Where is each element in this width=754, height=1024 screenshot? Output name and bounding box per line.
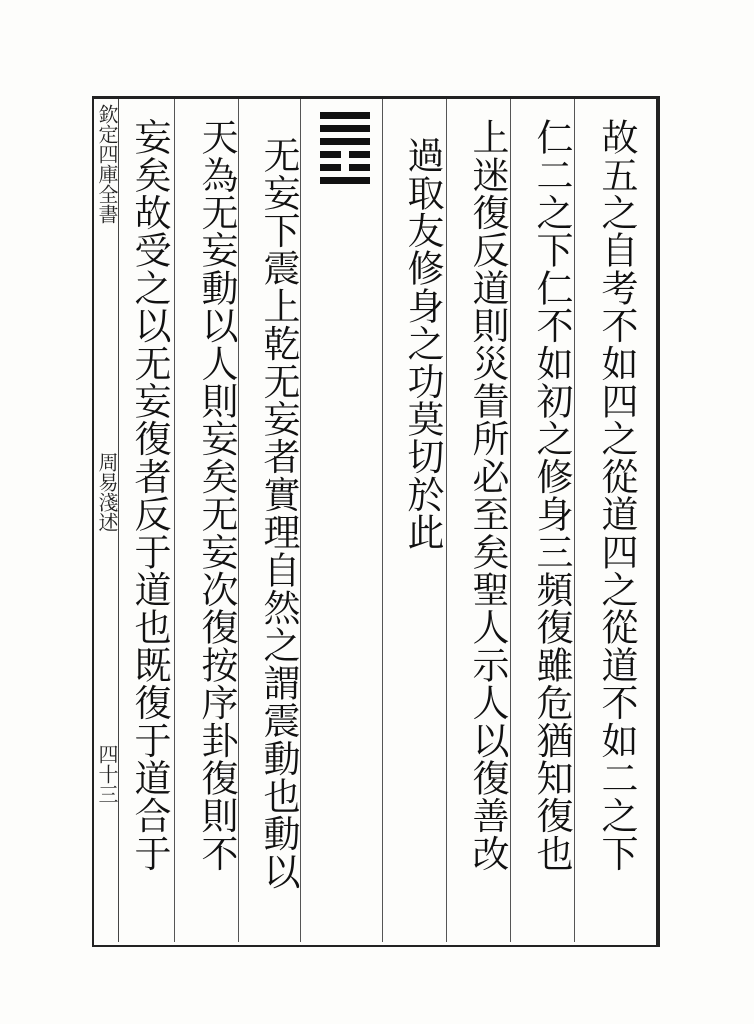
hexagram-line-1 <box>320 112 370 119</box>
hexagram-line-6 <box>320 177 370 184</box>
hexagram-line-5-left <box>320 164 341 171</box>
text-column-8: 妄矣故受之以无妄復者反于道也既復于道合于 <box>128 118 171 872</box>
column-rule <box>446 99 447 942</box>
wuwang-hexagram-icon <box>320 112 370 190</box>
text-column-3: 上迷復反道則災眚所必至矣聖人示人以復善改 <box>466 118 509 872</box>
text-column-4: 過取友修身之功莫切於此 <box>401 136 444 551</box>
text-column-1: 故五之自考不如四之從道四之從道不如二之下 <box>595 118 638 872</box>
hexagram-line-2 <box>320 125 370 132</box>
text-column-2: 仁二之下仁不如初之修身三頻復雖危猶知復也 <box>530 118 573 872</box>
text-column-7: 天為无妄動以人則妄矣无妄次復按序卦復則不 <box>195 118 238 872</box>
hexagram-line-3 <box>320 138 370 145</box>
column-rule <box>382 99 383 942</box>
margin-volume-title: 周易淺述 <box>95 452 119 532</box>
margin-page-number: 四十三 <box>95 744 119 804</box>
margin-book-title: 欽定四庫全書 <box>95 104 119 224</box>
column-rule <box>174 99 175 942</box>
hexagram-line-4-left <box>320 151 341 158</box>
hexagram-line-5-right <box>349 164 370 171</box>
text-column-6: 无妄下震上乾无妄者實理自然之謂震動也動以 <box>257 136 300 890</box>
hexagram-line-4-right <box>349 151 370 158</box>
frame-right-border <box>656 96 660 945</box>
